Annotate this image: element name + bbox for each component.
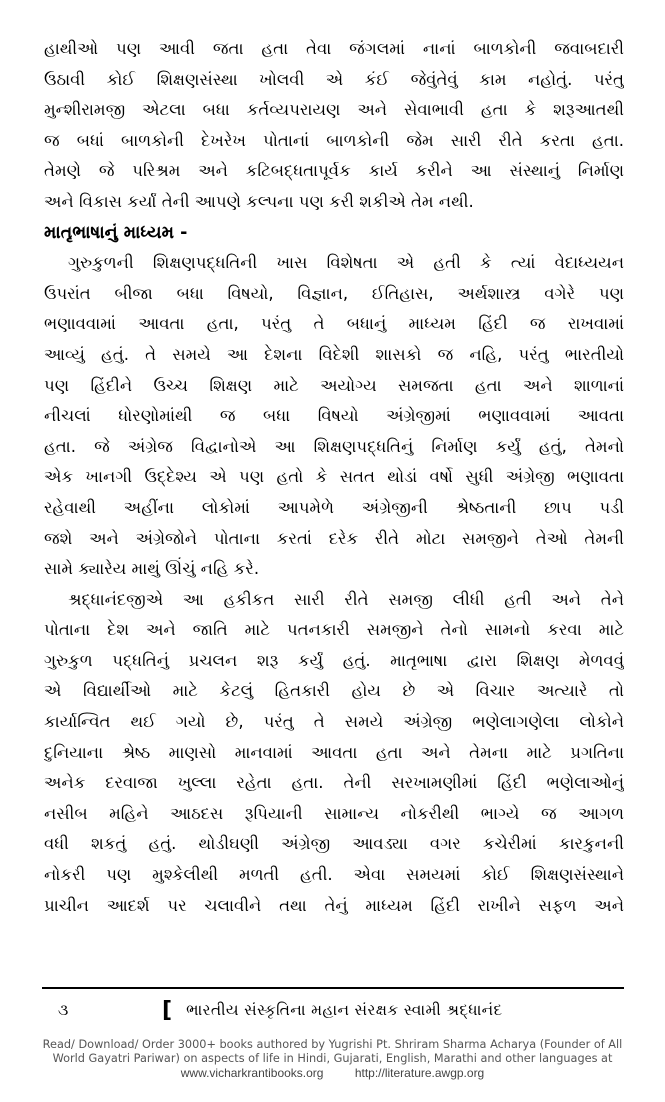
text-line: નોકરી પણ મુશ્કેલીથી મળતી હતી. એવા સમયમાં કોઈ શિક્ષણસંસ્થાને — [44, 865, 624, 885]
text-line: જ બધાં બાળકોની દેખરેખ પોતાનાં બાળકોની જેમ સારી રીતે કરતા હતા. — [44, 130, 624, 150]
text-line: દુનિયાના શ્રેષ્ઠ માણસો માનવામાં આવતા હતા અને તેમના માટે પ્રગતિના — [44, 742, 624, 762]
text-line: જશે અને અંગ્રેજોને પોતાના કરતાં દરેક રીતે મોટા સમજીને તેઓ તેમની — [44, 528, 624, 548]
text-line: ઉઠાવી કોઈ શિક્ષણસંસ્થા ખોલવી એ કંઈ જેવુંતેવું કામ નહોતું. પરંતુ — [44, 69, 624, 89]
credit-line-2: World Gayatri Pariwar) on aspects of life in Hindi, Gujarati, English, Marathi and other languages at — [52, 1052, 613, 1065]
text-line: આવ્યું હતું. તે સમયે આ દેશના વિદેશી શાસકો જ નહિ, પરંતુ ભારતીયો — [44, 344, 624, 364]
text-line: પ્રાચીન આદર્શ પર ચલાવીને તથા તેનું માધ્યમ હિંદી રાખીને સફળ અને — [44, 895, 624, 915]
text-line: અનેક દરવાજા ખુલ્લા રહેતા હતા. તેની સરખામણીમાં હિંદી ભણેલાઓનું — [44, 773, 624, 793]
credit-line-1: Read/ Download/ Order 3000+ books authored by Yugrishi Pt. Shriram Sharma Acharya (Founder of All — [42, 1038, 623, 1051]
text-line: પોતાના દેશ અને જાતિ માટે પતનકારી સમજીને તેનો સામનો કરવા માટે — [44, 620, 624, 640]
text-line: એ વિદ્યાર્થીઓ માટે કેટલું હિતકારી હોય છે એ વિચાર અત્યારે તો — [44, 681, 624, 701]
text-line: અને વિકાસ કર્યાં તેની આપણે કલ્પના પણ કરી શકીએ તેમ નથી. — [44, 191, 474, 211]
text-line: સામે ક્યારેય માથું ઊંચું નહિ કરે. — [44, 559, 260, 579]
text-line: ભણાવવામાં આવતા હતા, પરંતુ તે બધાનું માધ્યમ હિંદી જ રાખવામાં — [44, 314, 624, 334]
awgp-literature-link[interactable]: http://literature.awgp.org — [354, 1066, 485, 1080]
text-line: પણ હિંદીને ઉચ્ચ શિક્ષણ માટે અયોગ્ય સમજતા હતા અને શાળાનાં — [44, 375, 624, 395]
text-line: રહેવાથી અહીંના લોકોમાં આપમેળે અંગ્રેજીની શ્રેષ્ઠતાની છાપ પડી — [44, 497, 624, 517]
book-title: ભારતીય સંસ્કૃતિના મહાન સંરક્ષક સ્વામી શ્રદ્ધાનંદ — [186, 1001, 503, 1019]
text-line: હતા. જે અંગ્રેજ વિદ્વાનોએ આ શિક્ષણપદ્ધતિનું નિર્માણ કર્યું હતું, તેમનો — [44, 436, 624, 456]
vicharkranti-link[interactable]: www.vicharkrantibooks.org — [180, 1066, 324, 1080]
text-line: નીચલાં ધોરણોમાંથી જ બધા વિષયો અંગ્રેજીમાં ભણાવવામાં આવતા — [44, 406, 624, 426]
footer-divider — [42, 987, 624, 989]
text-line: તેમણે જે પરિશ્રમ અને કટિબદ્ધતાપૂર્વક કાર્ય કરીને આ સંસ્થાનું નિર્માણ — [44, 161, 624, 181]
text-line: મુન્શીરામજી એટલા બધા કર્તવ્યપરાયણ અને સેવાભાવી હતા કે શરૂઆતથી — [44, 100, 624, 120]
text-line: એક ખાનગી ઉદ્દેશ્ય એ પણ હતો કે સતત થોડાં વર્ષો સુધી અંગ્રેજી ભણાવતા — [44, 467, 624, 487]
text-line: નસીબ મહિને આઠદસ રૂપિયાની સામાન્ય નોકરીથી ભાગ્યે જ આગળ — [44, 803, 624, 823]
text-line: ગુરુકુળની શિક્ષણપદ્ધતિની ખાસ વિશેષતા એ હતી કે ત્યાં વેદાધ્યયન — [68, 253, 624, 273]
page-footer — [58, 998, 626, 1023]
text-line: હાથીઓ પણ આવી જતા હતા તેવા જંગલમાં નાનાં બાળકોની જવાબદારી — [44, 39, 624, 58]
text-line: શ્રદ્ધાનંદજીએ આ હકીકત સારી રીતે સમજી લીધી હતી અને તેને — [68, 589, 624, 609]
section-heading: માતૃભાષાનું માધ્યમ - — [44, 222, 188, 243]
page-number: ૩ — [58, 1001, 69, 1019]
text-line: ઉપરાંત બીજા બધા વિષયો, વિજ્ઞાન, ઈતિહાસ, અર્થશાસ્ત્ર વગેરે પણ — [44, 283, 624, 303]
credit-links — [0, 1066, 665, 1080]
text-line: ગુરુકુળ પદ્ધતિનું પ્રચલન શરૂ કર્યું હતું. માતૃભાષા દ્વારા શિક્ષણ મેળવવું — [44, 650, 624, 670]
text-line: કાર્યાન્વિત થઈ ગયો છે, પરંતુ તે સમયે અંગ્રેજી ભણેલાગણેલા લોકોને — [44, 712, 624, 732]
footer-bracket: [ — [162, 998, 173, 1023]
credit-text — [0, 1038, 665, 1066]
text-line: વધી શકતું હતું. થોડીઘણી અંગ્રેજી આવડ્યા વગર કચેરીમાં કારકુનની — [44, 834, 624, 854]
body-text — [44, 34, 624, 921]
